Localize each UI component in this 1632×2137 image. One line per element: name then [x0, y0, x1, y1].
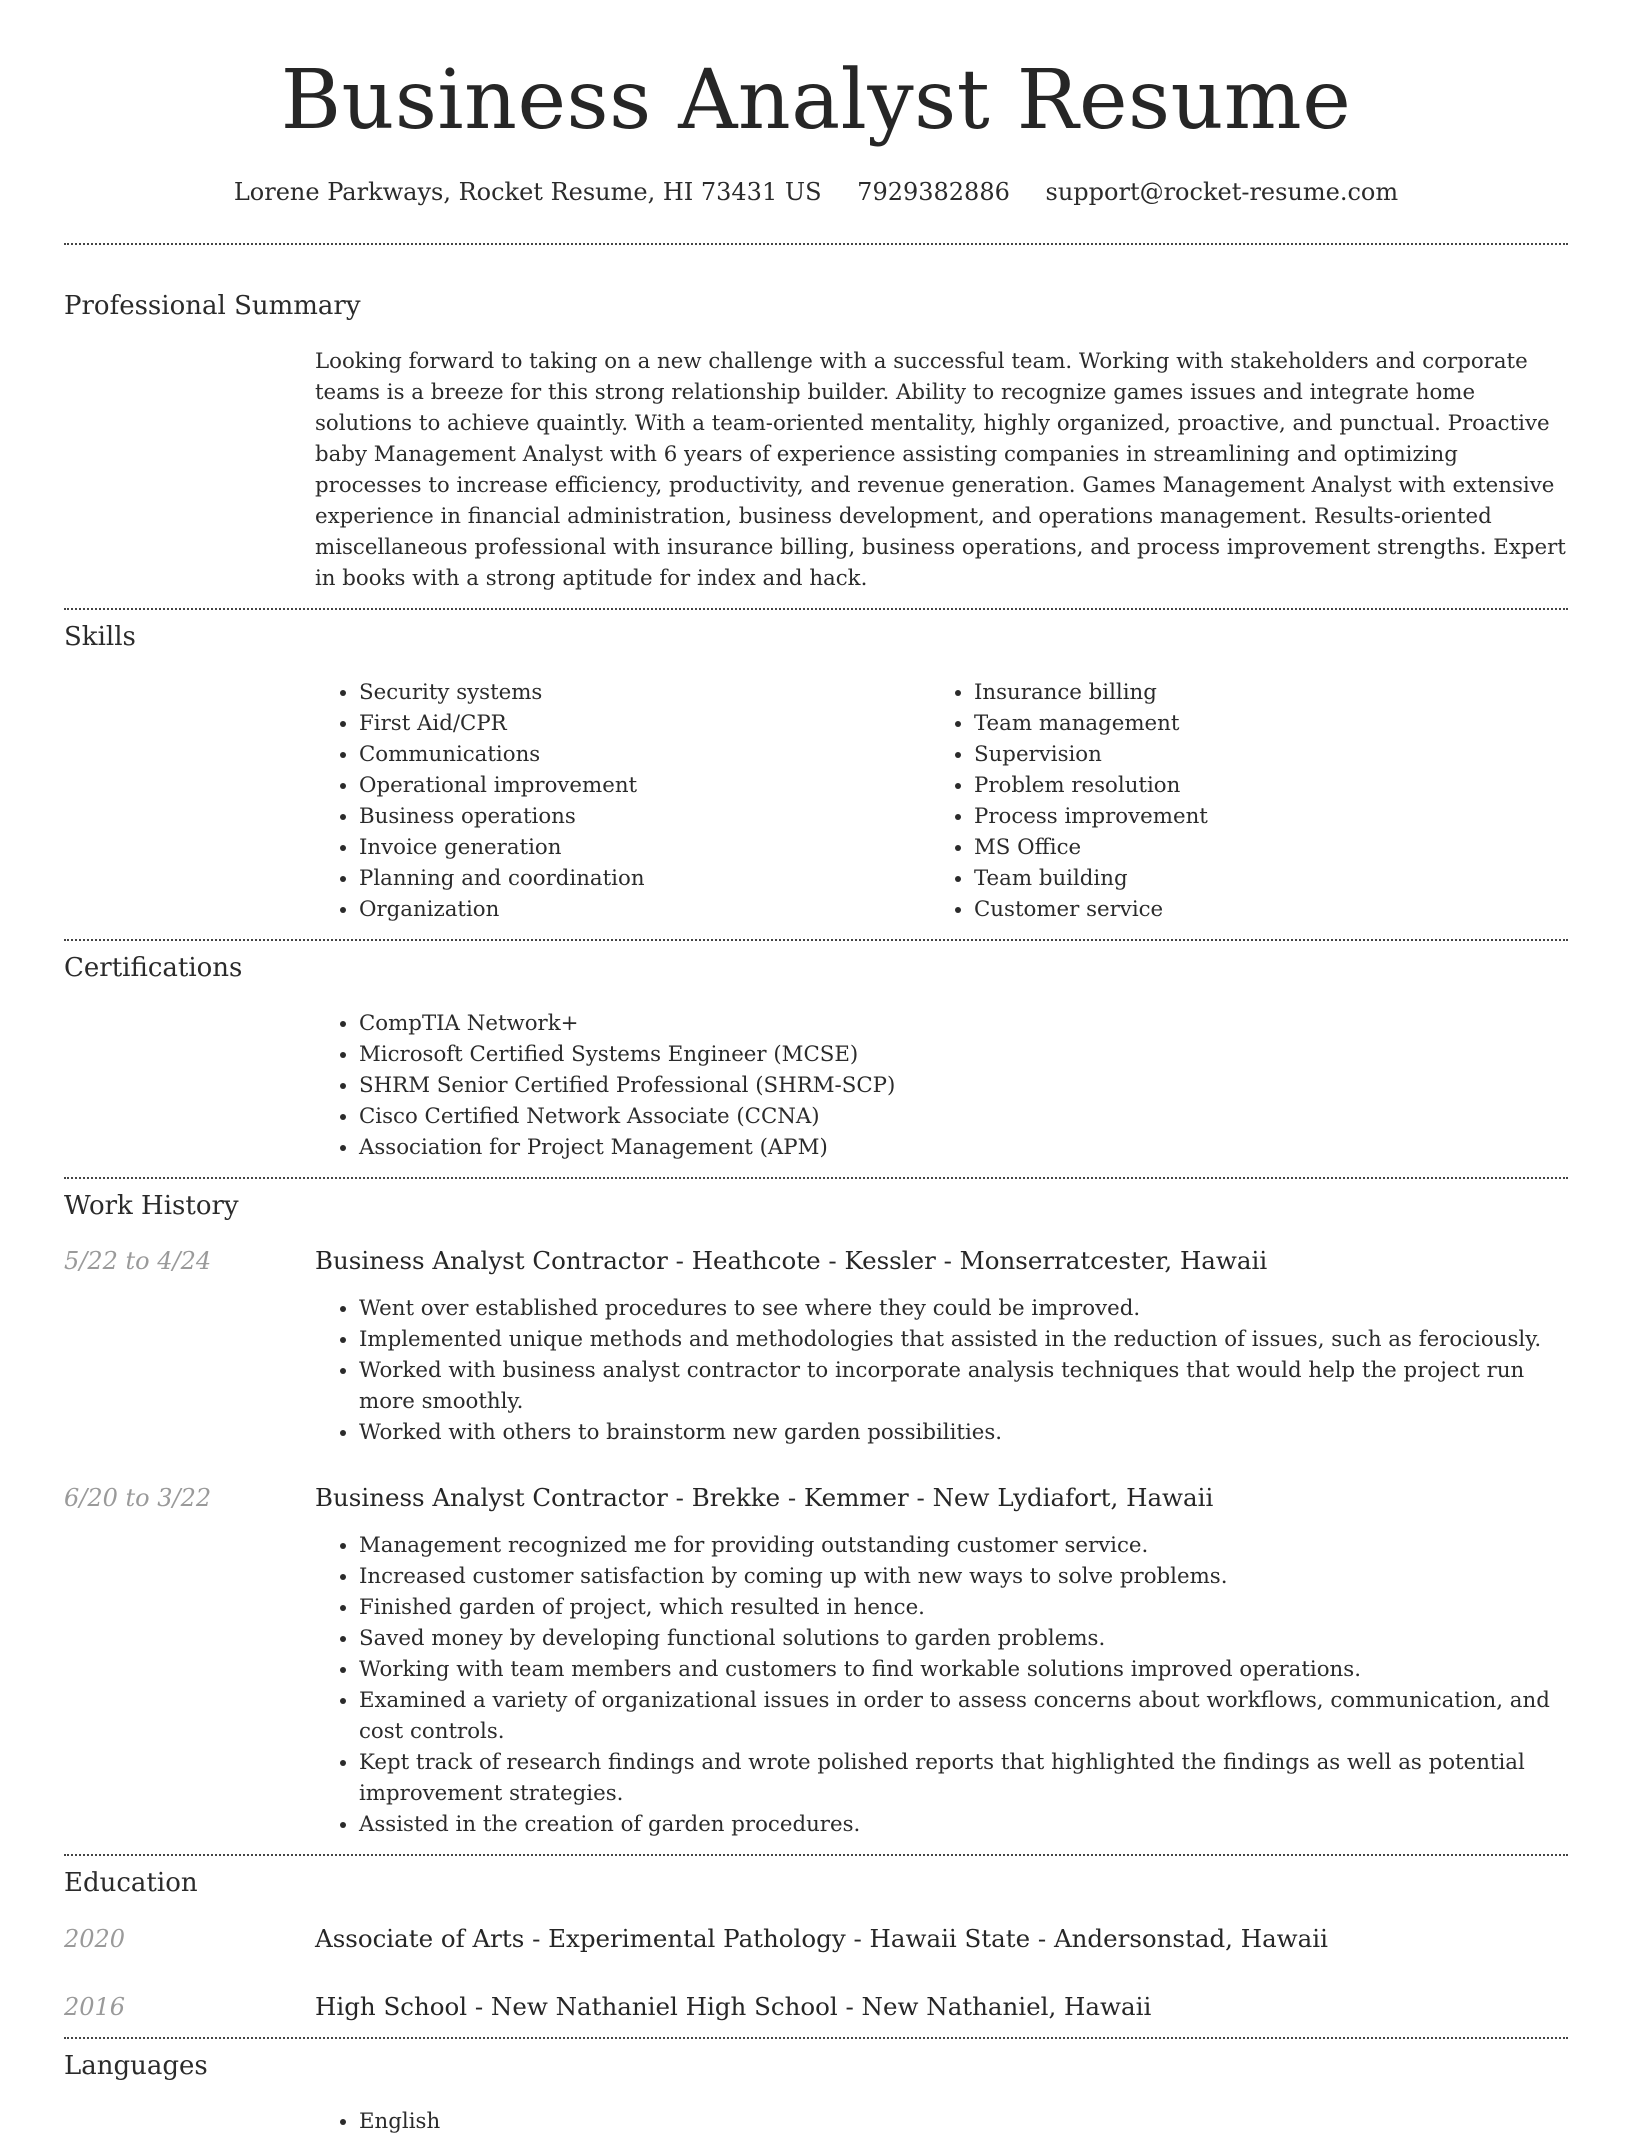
- skills-section: [64, 610, 1568, 939]
- job-entry: [64, 1482, 1568, 1514]
- skills-list-right: [930, 677, 1545, 925]
- job-bullets: [315, 1293, 1568, 1448]
- education-title: Associate of Arts - Experimental Pathology - Hawaii State - Andersonstad, Hawaii: [315, 1923, 1328, 1953]
- education-date: 2016: [64, 1992, 126, 2021]
- work-history-section: [64, 1179, 1568, 1853]
- certification-item: • Microsoft Certified Systems Engineer (MCSE): [359, 1039, 1568, 1070]
- education-entry: [64, 1991, 1568, 2023]
- skill-item: • Team building: [974, 863, 1545, 894]
- skill-item: • Communications: [359, 739, 930, 770]
- education-section: [64, 1856, 1568, 2037]
- job-bullet: • Finished garden of project, which resulted in hence.: [359, 1592, 1568, 1623]
- job-bullet: • Went over established procedures to see where they could be improved.: [359, 1293, 1568, 1324]
- certifications-heading: Certifications: [64, 953, 243, 984]
- work-history-heading: Work History: [64, 1191, 239, 1222]
- skill-item: • MS Office: [974, 832, 1545, 863]
- certification-item: • Cisco Certified Network Associate (CCNA): [359, 1101, 1568, 1132]
- contact-address: Lorene Parkways, Rocket Resume, HI 73431 US: [233, 178, 822, 206]
- skills-list-left: [315, 677, 930, 925]
- languages-section: [64, 2039, 1568, 2137]
- job-date: 6/20 to 3/22: [64, 1483, 212, 1512]
- skill-item: • Process improvement: [974, 801, 1545, 832]
- languages-body: [315, 2106, 1568, 2137]
- certifications-section: [64, 941, 1568, 1177]
- job-entry: [64, 1245, 1568, 1277]
- resume-title: Business Analyst Resume: [280, 53, 1352, 148]
- contact-phone: 7929382886: [857, 178, 1010, 206]
- skill-item: • Invoice generation: [359, 832, 930, 863]
- education-heading: Education: [64, 1867, 198, 1898]
- skill-item: • Security systems: [359, 677, 930, 708]
- certifications-body: [315, 1008, 1568, 1177]
- job-bullet: • Increased customer satisfaction by coming up with new ways to solve problems.: [359, 1561, 1568, 1592]
- languages-list: [315, 2106, 1568, 2137]
- skills-heading: Skills: [64, 621, 136, 652]
- languages-heading: Languages: [64, 2050, 208, 2081]
- skill-item: • Planning and coordination: [359, 863, 930, 894]
- contact-email: support@rocket-resume.com: [1045, 178, 1399, 206]
- summary-text: Looking forward to taking on a new challenge with a successful team. Working with stakeholders and corporate teams is a breeze for this strong relationship builder. Ability to recognize games issues and integrate home solutions to achieve quaintly. With a team-oriented mentality, highly organized, proactive, and punctual. Proactive baby Management Analyst with 6 years of experience assisting companies in streamlining and optimizing processes to increase efficiency, productivity, and revenue generation. Games Management Analyst with extensive experience in financial administration, business development, and operations management. Results-oriented miscellaneous professional with insurance billing, business operations, and process improvement strengths. Expert in books with a strong aptitude for index and hack.: [315, 348, 1566, 591]
- summary-heading: Professional Summary: [64, 290, 361, 321]
- summary-section: [64, 245, 1568, 608]
- job-title: Business Analyst Contractor - Heathcote - Kessler - Monserratcester, Hawaii: [315, 1245, 1268, 1275]
- certification-item: • SHRM Senior Certified Professional (SHRM-SCP): [359, 1070, 1568, 1101]
- job-bullet: • Kept track of research findings and wrote polished reports that highlighted the findings as well as potential improvement strategies.: [359, 1747, 1568, 1809]
- skill-item: • Problem resolution: [974, 770, 1545, 801]
- job-bullet: • Management recognized me for providing outstanding customer service.: [359, 1530, 1568, 1561]
- job-bullet: • Saved money by developing functional solutions to garden problems.: [359, 1623, 1568, 1654]
- job-date: 5/22 to 4/24: [64, 1246, 212, 1275]
- skill-item: • Team management: [974, 708, 1545, 739]
- education-title: High School - New Nathaniel High School - New Nathaniel, Hawaii: [315, 1991, 1152, 2021]
- resume-page: [64, 0, 1568, 2137]
- job-bullets: [315, 1530, 1568, 1840]
- certification-item: • CompTIA Network+: [359, 1008, 1568, 1039]
- skills-columns: [315, 677, 1568, 939]
- job-title: Business Analyst Contractor - Brekke - Kemmer - New Lydiafort, Hawaii: [315, 1482, 1214, 1512]
- job-bullet: • Implemented unique methods and methodologies that assisted in the reduction of issues, such as ferociously.: [359, 1324, 1568, 1355]
- skill-item: • Organization: [359, 894, 930, 925]
- skill-item: • Insurance billing: [974, 677, 1545, 708]
- skill-item: • First Aid/CPR: [359, 708, 930, 739]
- education-entry: [64, 1923, 1568, 1955]
- education-date: 2020: [64, 1924, 126, 1953]
- skill-item: • Supervision: [974, 739, 1545, 770]
- certification-item: • Association for Project Management (APM): [359, 1132, 1568, 1163]
- certifications-list: [315, 1008, 1568, 1163]
- job-bullet: • Worked with others to brainstorm new garden possibilities.: [359, 1417, 1568, 1448]
- skill-item: • Customer service: [974, 894, 1545, 925]
- language-item: • English: [359, 2106, 1568, 2137]
- skill-item: • Business operations: [359, 801, 930, 832]
- job-bullet: • Examined a variety of organizational issues in order to assess concerns about workflows, communication, and cost controls.: [359, 1685, 1568, 1747]
- contact-line: [64, 178, 1568, 207]
- skill-item: • Operational improvement: [359, 770, 930, 801]
- job-bullet: • Assisted in the creation of garden procedures.: [359, 1809, 1568, 1840]
- job-bullet: • Working with team members and customers to find workable solutions improved operations.: [359, 1654, 1568, 1685]
- job-bullet: • Worked with business analyst contractor to incorporate analysis techniques that would help the project run more smoothly.: [359, 1355, 1568, 1417]
